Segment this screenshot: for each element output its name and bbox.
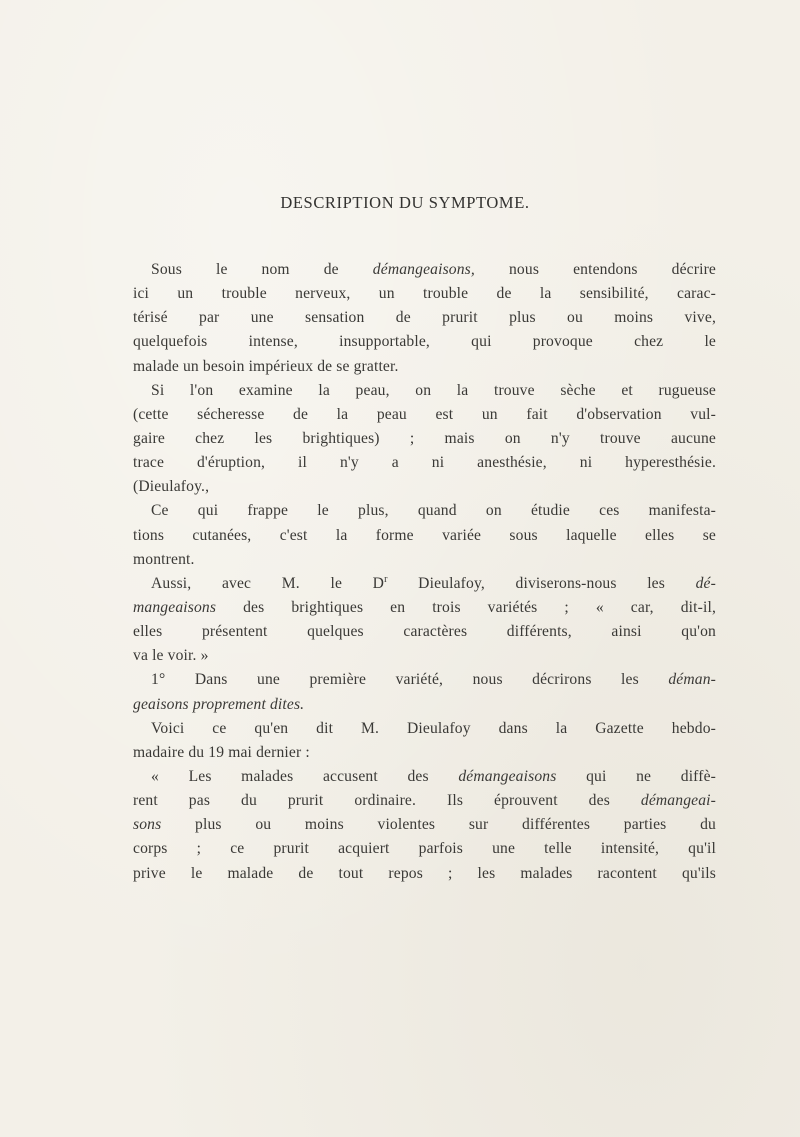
text-line <box>133 837 716 861</box>
text-line <box>133 258 716 282</box>
text-run: Ce qui frappe le plus, quand on étudie ces manifesta- <box>151 502 716 520</box>
italic-text: démangeaisons <box>458 767 557 785</box>
text-run: plus ou moins violentes sur différentes parties du <box>161 816 716 834</box>
text-run: Aussi, avec M. le D <box>151 574 385 592</box>
text-line <box>133 427 716 451</box>
text-run: (Dieulafoy., <box>133 478 210 496</box>
text-line <box>133 548 716 572</box>
text-run: qui ne diffè- <box>556 767 716 785</box>
italic-text: démangeaisons, <box>372 261 475 278</box>
text-line <box>133 620 716 644</box>
text-run: trace d'éruption, il n'y a ni anesthésie, ni hyperesthésie. <box>133 454 716 472</box>
text-run: gaire chez les brightiques) ; mais on n'y trouve aucune <box>133 429 716 447</box>
text-line <box>133 282 716 306</box>
text-line <box>133 668 716 692</box>
text-line <box>133 330 716 354</box>
text-line <box>133 813 716 837</box>
text-run: va le voir. » <box>133 647 209 665</box>
text-line <box>133 524 716 548</box>
italic-text: mangeaisons <box>133 598 217 616</box>
text-line <box>133 451 716 475</box>
text-run: elles présentent quelques caractères différents, ainsi qu'on <box>133 623 716 641</box>
italic-text: geaisons proprement dites. <box>133 695 305 713</box>
text-run: Voici ce qu'en dit M. Dieulafoy dans la Gazette hebdo- <box>151 719 716 737</box>
text-line <box>133 765 716 789</box>
text-run: « Les malades accusent des <box>151 767 459 785</box>
text-run: malade un besoin impérieux de se gratter. <box>133 357 399 375</box>
italic-text: sons <box>133 816 162 834</box>
italic-text: dé- <box>695 574 716 592</box>
text-run: térisé par une sensation de prurit plus ou moins vive, <box>133 309 716 327</box>
text-run: quelquefois intense, insupportable, qui provoque chez le <box>133 333 716 351</box>
text-run: des brightiques en trois variétés ; « car, dit-il, <box>216 598 716 616</box>
text-run: nous entendons décrire <box>474 261 716 278</box>
text-line <box>133 355 716 379</box>
italic-text: démangeai- <box>640 792 716 810</box>
text-line <box>133 306 716 330</box>
text-run: Sous le nom de <box>151 261 373 278</box>
text-run: madaire du 19 mai dernier : <box>133 743 310 761</box>
text-line <box>133 596 716 620</box>
text-run: 1° Dans une première variété, nous décrirons les <box>151 671 669 689</box>
text-line <box>133 572 716 596</box>
text-line <box>133 644 716 668</box>
text-run: corps ; ce prurit acquiert parfois une telle intensité, qu'il <box>133 840 716 858</box>
section-heading: DESCRIPTION DU SYMPTOME. <box>280 193 530 212</box>
italic-text: déman- <box>668 671 716 689</box>
text-run: rent pas du prurit ordinaire. Ils éprouvent des <box>133 792 641 810</box>
text-run: tions cutanées, c'est la forme variée sous laquelle elles se <box>133 526 716 544</box>
text-line <box>133 741 716 765</box>
text-run: ici un trouble nerveux, un trouble de la sensibilité, carac- <box>133 285 716 303</box>
text-line <box>133 789 716 813</box>
text-line <box>133 379 716 403</box>
text-run: prive le malade de tout repos ; les malades racontent qu'ils <box>133 864 716 882</box>
text-run: Si l'on examine la peau, on la trouve sèche et rugueuse <box>151 381 716 399</box>
text-line <box>133 862 716 886</box>
superscript-text: r <box>384 573 388 585</box>
text-line <box>133 499 716 523</box>
text-line <box>133 403 716 427</box>
text-line <box>133 717 716 741</box>
text-run: Dieulafoy, diviserons-nous les <box>387 574 696 592</box>
text-run: (cette sécheresse de la peau est un fait d'observation vul- <box>133 405 716 423</box>
text-line <box>133 693 716 717</box>
body-text <box>133 258 716 886</box>
text-run: montrent. <box>133 550 195 568</box>
text-line <box>133 475 716 499</box>
